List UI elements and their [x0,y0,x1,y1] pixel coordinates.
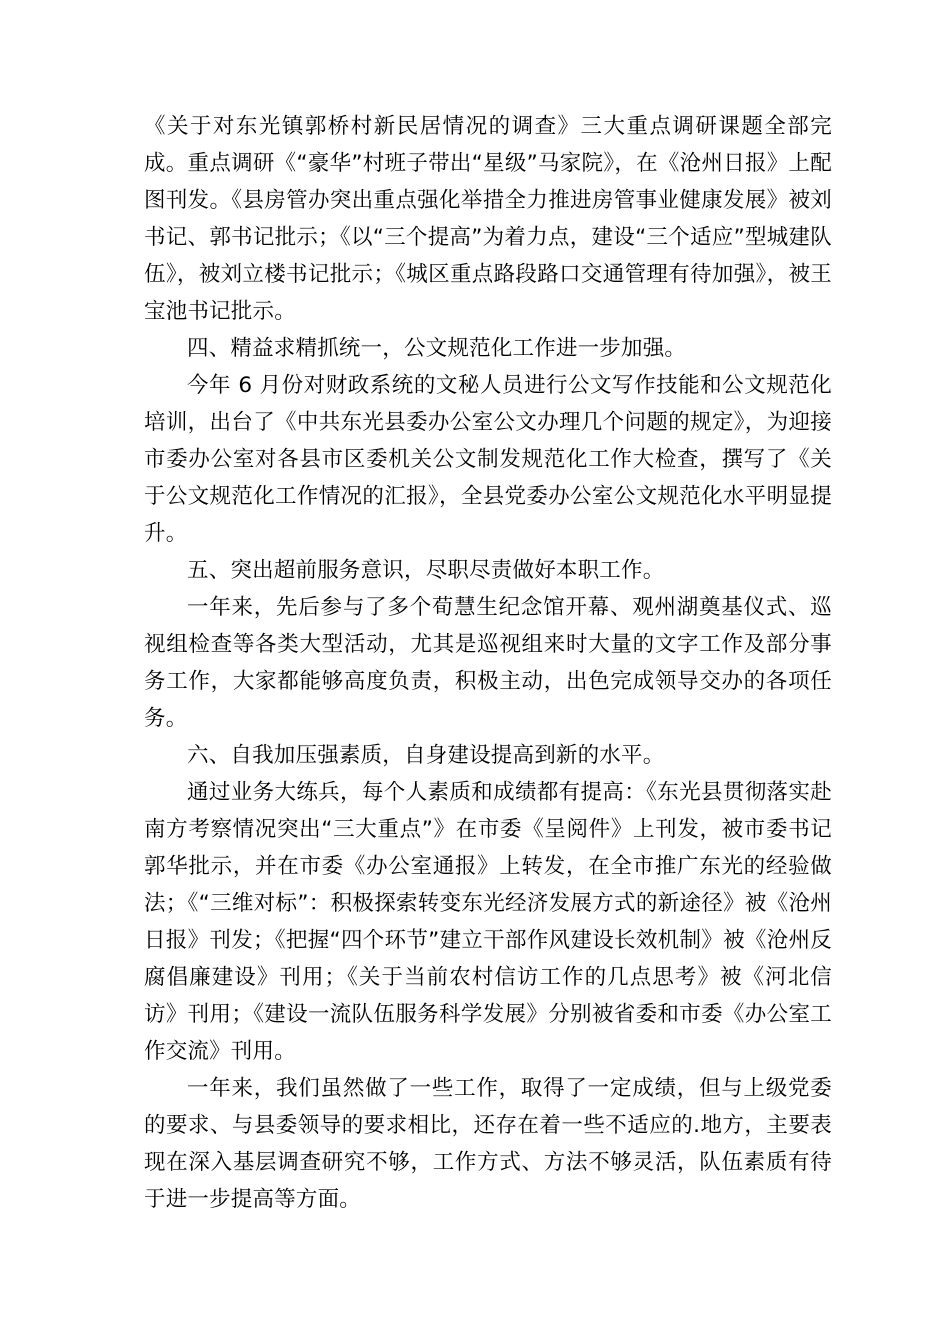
paragraph-shortcomings: 一年来，我们虽然做了一些工作，取得了一定成绩，但与上级党委的要求、与县委领导的要求相比，还存在着一些不适应的.地方，主要表现在深入基层调查研究不够，工作方式、方法不够灵活，队伍素质有待于进一步提高等方面。 [144,1076,832,1212]
heading-section-six: 六、自我加压强素质，自身建设提高到新的水平。 [187,743,665,768]
paragraph-self-improvement: 通过业务大练兵，每个人素质和成绩都有提高：《东光县贯彻落实赴南方考察情况突出“三大重点”》在市委《呈阅件》上刊发，被市委书记郭华批示，并在市委《办公室通报》上转发，在全市推广东光的经验做法；《“三维对标”：积极探索转变东光经济发展方式的新途径》被《沧州日报》刊发；《把握“四个环节”建立干部作风建设长效机制》被《沧州反腐倡廉建设》刊用；《关于当前农村信访工作的几点思考》被《河北信访》刊用；《建设一流队伍服务科学发展》分别被省委和市委《办公室工作交流》刊用。 [144,780,832,1064]
heading-section-five: 五、突出超前服务意识，尽职尽责做好本职工作。 [187,558,665,583]
paragraph-document-standardization: 今年 6 月份对财政系统的文秘人员进行公文写作技能和公文规范化培训，出台了《中共东光县委办公室公文办理几个问题的规定》，为迎接市委办公室对各县市区委机关公文制发规范化工作大检查，撰写了《关于公文规范化工作情况的汇报》，全县党委办公室公文规范化水平明显提升。 [144,373,832,546]
heading-section-four: 四、精益求精抓统一，公文规范化工作进一步加强。 [187,336,687,361]
document-body [144,108,832,1218]
paragraph-research-results: 《关于对东光镇郭桥村新民居情况的调查》三大重点调研课题全部完成。重点调研《“豪华”村班子带出“星级”马家院》，在《沧州日报》上配图刊发。《县房管办突出重点强化举措全力推进房管事业健康发展》被刘书记、郭书记批示；《以“三个提高”为着力点，建设“三个适应”型城建队伍》，被刘立楼书记批示；《城区重点路段路口交通管理有待加强》，被王宝池书记批示。 [144,114,832,324]
paragraph-service-work: 一年来，先后参与了多个荀慧生纪念馆开幕、观州湖奠基仪式、巡视组检查等各类大型活动，尤其是巡视组来时大量的文字工作及部分事务工作，大家都能够高度负责，积极主动，出色完成领导交办的各项任务。 [144,595,832,731]
